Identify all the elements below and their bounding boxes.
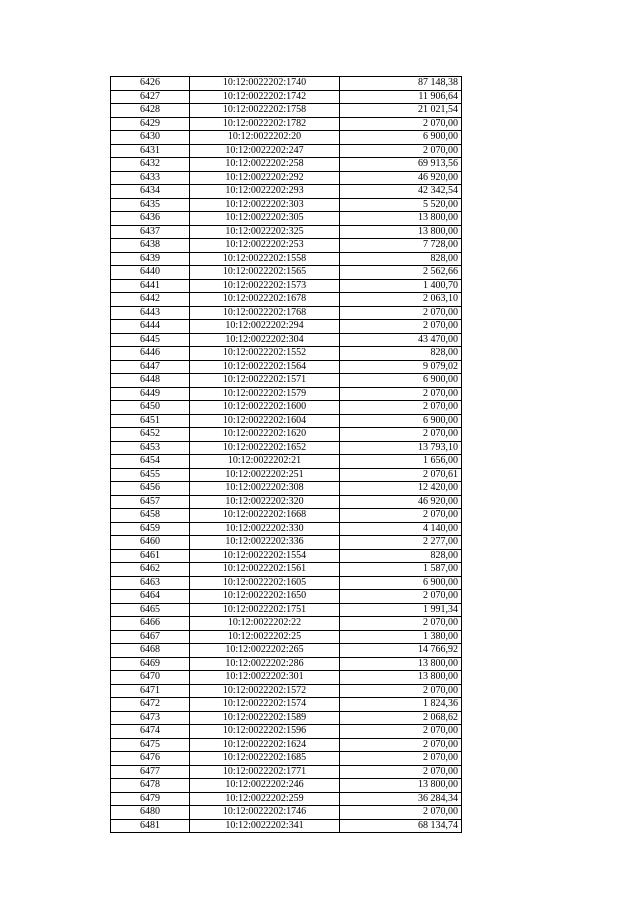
- cadastral-number-cell: 10:12:0022202:259: [190, 792, 340, 806]
- amount-cell: 2 063,10: [340, 293, 462, 307]
- table-row: [111, 320, 462, 334]
- cadastral-number-cell: 10:12:0022202:1579: [190, 387, 340, 401]
- amount-cell: 87 148,38: [340, 77, 462, 91]
- table-row: [111, 266, 462, 280]
- row-number-cell: 6475: [111, 738, 190, 752]
- cadastral-number-cell: 10:12:0022202:1571: [190, 374, 340, 388]
- amount-cell: 13 800,00: [340, 657, 462, 671]
- cadastral-number-cell: 10:12:0022202:1624: [190, 738, 340, 752]
- cadastral-number-cell: 10:12:0022202:22: [190, 617, 340, 631]
- amount-cell: 21 021,54: [340, 104, 462, 118]
- cadastral-number-cell: 10:12:0022202:1742: [190, 90, 340, 104]
- row-number-cell: 6441: [111, 279, 190, 293]
- table-row: [111, 131, 462, 145]
- row-number-cell: 6457: [111, 495, 190, 509]
- amount-cell: 2 070,00: [340, 428, 462, 442]
- cadastral-number-cell: 10:12:0022202:25: [190, 630, 340, 644]
- row-number-cell: 6440: [111, 266, 190, 280]
- table-row: [111, 279, 462, 293]
- cadastral-number-cell: 10:12:0022202:1600: [190, 401, 340, 415]
- row-number-cell: 6460: [111, 536, 190, 550]
- table-row: [111, 482, 462, 496]
- cadastral-number-cell: 10:12:0022202:1552: [190, 347, 340, 361]
- row-number-cell: 6437: [111, 225, 190, 239]
- amount-cell: 13 800,00: [340, 225, 462, 239]
- table-row: [111, 90, 462, 104]
- amount-cell: 7 728,00: [340, 239, 462, 253]
- amount-cell: 13 793,10: [340, 441, 462, 455]
- row-number-cell: 6453: [111, 441, 190, 455]
- amount-cell: 1 380,00: [340, 630, 462, 644]
- row-number-cell: 6478: [111, 779, 190, 793]
- table-row: [111, 414, 462, 428]
- row-number-cell: 6454: [111, 455, 190, 469]
- row-number-cell: 6434: [111, 185, 190, 199]
- row-number-cell: 6447: [111, 360, 190, 374]
- cadastral-number-cell: 10:12:0022202:21: [190, 455, 340, 469]
- table-row: [111, 401, 462, 415]
- row-number-cell: 6477: [111, 765, 190, 779]
- cadastral-number-cell: 10:12:0022202:1782: [190, 117, 340, 131]
- amount-cell: 6 900,00: [340, 374, 462, 388]
- table-row: [111, 779, 462, 793]
- cadastral-number-cell: 10:12:0022202:1589: [190, 711, 340, 725]
- table-row: [111, 347, 462, 361]
- table-row: [111, 104, 462, 118]
- cadastral-number-cell: 10:12:0022202:301: [190, 671, 340, 685]
- cadastral-number-cell: 10:12:0022202:1740: [190, 77, 340, 91]
- amount-cell: 2 070,00: [340, 144, 462, 158]
- row-number-cell: 6426: [111, 77, 190, 91]
- cadastral-number-cell: 10:12:0022202:1678: [190, 293, 340, 307]
- table-row: [111, 252, 462, 266]
- cadastral-number-cell: 10:12:0022202:293: [190, 185, 340, 199]
- table-row: [111, 171, 462, 185]
- cadastral-number-cell: 10:12:0022202:1758: [190, 104, 340, 118]
- amount-cell: 1 656,00: [340, 455, 462, 469]
- row-number-cell: 6451: [111, 414, 190, 428]
- row-number-cell: 6464: [111, 590, 190, 604]
- amount-cell: 828,00: [340, 347, 462, 361]
- table-row: [111, 428, 462, 442]
- amount-cell: 2 070,00: [340, 738, 462, 752]
- row-number-cell: 6470: [111, 671, 190, 685]
- cadastral-number-cell: 10:12:0022202:325: [190, 225, 340, 239]
- table-row: [111, 684, 462, 698]
- table-row: [111, 590, 462, 604]
- cadastral-number-cell: 10:12:0022202:341: [190, 819, 340, 833]
- table-row: [111, 441, 462, 455]
- amount-cell: 2 070,00: [340, 806, 462, 820]
- cadastral-number-cell: 10:12:0022202:292: [190, 171, 340, 185]
- row-number-cell: 6438: [111, 239, 190, 253]
- amount-cell: 2 562,66: [340, 266, 462, 280]
- table-row: [111, 752, 462, 766]
- table-row: [111, 239, 462, 253]
- row-number-cell: 6448: [111, 374, 190, 388]
- row-number-cell: 6462: [111, 563, 190, 577]
- table-row: [111, 630, 462, 644]
- table-row: [111, 225, 462, 239]
- amount-cell: 828,00: [340, 549, 462, 563]
- cadastral-number-cell: 10:12:0022202:305: [190, 212, 340, 226]
- amount-cell: 2 070,00: [340, 684, 462, 698]
- cadastral-number-cell: 10:12:0022202:1668: [190, 509, 340, 523]
- amount-cell: 2 068,62: [340, 711, 462, 725]
- amount-cell: 12 420,00: [340, 482, 462, 496]
- amount-cell: 43 470,00: [340, 333, 462, 347]
- amount-cell: 5 520,00: [340, 198, 462, 212]
- row-number-cell: 6430: [111, 131, 190, 145]
- row-number-cell: 6433: [111, 171, 190, 185]
- amount-cell: 2 070,00: [340, 401, 462, 415]
- table-row: [111, 455, 462, 469]
- amount-cell: 9 079,02: [340, 360, 462, 374]
- row-number-cell: 6443: [111, 306, 190, 320]
- row-number-cell: 6468: [111, 644, 190, 658]
- amount-cell: 2 070,00: [340, 725, 462, 739]
- table-row: [111, 792, 462, 806]
- row-number-cell: 6450: [111, 401, 190, 415]
- table-row: [111, 333, 462, 347]
- row-number-cell: 6432: [111, 158, 190, 172]
- cadastral-number-cell: 10:12:0022202:1652: [190, 441, 340, 455]
- cadastral-number-cell: 10:12:0022202:294: [190, 320, 340, 334]
- table-row: [111, 387, 462, 401]
- row-number-cell: 6442: [111, 293, 190, 307]
- amount-cell: 11 906,64: [340, 90, 462, 104]
- table-row: [111, 117, 462, 131]
- row-number-cell: 6452: [111, 428, 190, 442]
- cadastral-number-cell: 10:12:0022202:247: [190, 144, 340, 158]
- row-number-cell: 6446: [111, 347, 190, 361]
- cadastral-number-cell: 10:12:0022202:265: [190, 644, 340, 658]
- table-row: [111, 374, 462, 388]
- amount-cell: 2 070,00: [340, 117, 462, 131]
- table-row: [111, 617, 462, 631]
- cadastral-number-cell: 10:12:0022202:330: [190, 522, 340, 536]
- cadastral-number-cell: 10:12:0022202:1565: [190, 266, 340, 280]
- row-number-cell: 6449: [111, 387, 190, 401]
- row-number-cell: 6455: [111, 468, 190, 482]
- row-number-cell: 6467: [111, 630, 190, 644]
- table-row: [111, 644, 462, 658]
- cadastral-number-cell: 10:12:0022202:1554: [190, 549, 340, 563]
- document-page: [110, 76, 462, 833]
- row-number-cell: 6481: [111, 819, 190, 833]
- amount-cell: 2 070,00: [340, 590, 462, 604]
- table-row: [111, 657, 462, 671]
- table-row: [111, 495, 462, 509]
- cadastral-number-cell: 10:12:0022202:1574: [190, 698, 340, 712]
- amount-cell: 4 140,00: [340, 522, 462, 536]
- row-number-cell: 6469: [111, 657, 190, 671]
- table-row: [111, 603, 462, 617]
- amount-cell: 1 587,00: [340, 563, 462, 577]
- table-row: [111, 468, 462, 482]
- cadastral-number-cell: 10:12:0022202:1604: [190, 414, 340, 428]
- cadastral-number-cell: 10:12:0022202:1620: [190, 428, 340, 442]
- row-number-cell: 6479: [111, 792, 190, 806]
- table-row: [111, 765, 462, 779]
- row-number-cell: 6429: [111, 117, 190, 131]
- table-row: [111, 711, 462, 725]
- cadastral-number-cell: 10:12:0022202:1564: [190, 360, 340, 374]
- cadastral-number-cell: 10:12:0022202:1573: [190, 279, 340, 293]
- row-number-cell: 6459: [111, 522, 190, 536]
- amount-cell: 36 284,34: [340, 792, 462, 806]
- table-row: [111, 806, 462, 820]
- row-number-cell: 6472: [111, 698, 190, 712]
- table-row: [111, 536, 462, 550]
- table-row: [111, 576, 462, 590]
- row-number-cell: 6473: [111, 711, 190, 725]
- cadastral-number-cell: 10:12:0022202:253: [190, 239, 340, 253]
- table-row: [111, 198, 462, 212]
- row-number-cell: 6445: [111, 333, 190, 347]
- amount-cell: 1 824,36: [340, 698, 462, 712]
- table-row: [111, 144, 462, 158]
- row-number-cell: 6461: [111, 549, 190, 563]
- amount-cell: 69 913,56: [340, 158, 462, 172]
- cadastral-table: [110, 76, 462, 833]
- table-row: [111, 671, 462, 685]
- table-row: [111, 522, 462, 536]
- row-number-cell: 6465: [111, 603, 190, 617]
- amount-cell: 14 766,92: [340, 644, 462, 658]
- table-row: [111, 158, 462, 172]
- row-number-cell: 6466: [111, 617, 190, 631]
- amount-cell: 68 134,74: [340, 819, 462, 833]
- row-number-cell: 6456: [111, 482, 190, 496]
- row-number-cell: 6436: [111, 212, 190, 226]
- amount-cell: 2 070,00: [340, 752, 462, 766]
- amount-cell: 46 920,00: [340, 171, 462, 185]
- amount-cell: 2 277,00: [340, 536, 462, 550]
- cadastral-number-cell: 10:12:0022202:1572: [190, 684, 340, 698]
- row-number-cell: 6463: [111, 576, 190, 590]
- row-number-cell: 6428: [111, 104, 190, 118]
- cadastral-number-cell: 10:12:0022202:1605: [190, 576, 340, 590]
- table-row: [111, 509, 462, 523]
- cadastral-number-cell: 10:12:0022202:20: [190, 131, 340, 145]
- cadastral-number-cell: 10:12:0022202:258: [190, 158, 340, 172]
- table-row: [111, 293, 462, 307]
- amount-cell: 6 900,00: [340, 576, 462, 590]
- cadastral-number-cell: 10:12:0022202:320: [190, 495, 340, 509]
- row-number-cell: 6480: [111, 806, 190, 820]
- row-number-cell: 6431: [111, 144, 190, 158]
- table-row: [111, 212, 462, 226]
- cadastral-number-cell: 10:12:0022202:304: [190, 333, 340, 347]
- amount-cell: 6 900,00: [340, 131, 462, 145]
- amount-cell: 6 900,00: [340, 414, 462, 428]
- amount-cell: 2 070,00: [340, 320, 462, 334]
- amount-cell: 46 920,00: [340, 495, 462, 509]
- table-row: [111, 77, 462, 91]
- cadastral-number-cell: 10:12:0022202:1558: [190, 252, 340, 266]
- table-row: [111, 819, 462, 833]
- row-number-cell: 6471: [111, 684, 190, 698]
- amount-cell: 1 400,70: [340, 279, 462, 293]
- cadastral-number-cell: 10:12:0022202:1746: [190, 806, 340, 820]
- table-row: [111, 360, 462, 374]
- amount-cell: 2 070,00: [340, 765, 462, 779]
- cadastral-number-cell: 10:12:0022202:1751: [190, 603, 340, 617]
- cadastral-number-cell: 10:12:0022202:1771: [190, 765, 340, 779]
- amount-cell: 2 070,61: [340, 468, 462, 482]
- cadastral-number-cell: 10:12:0022202:303: [190, 198, 340, 212]
- cadastral-number-cell: 10:12:0022202:1596: [190, 725, 340, 739]
- row-number-cell: 6458: [111, 509, 190, 523]
- table-row: [111, 306, 462, 320]
- amount-cell: 42 342,54: [340, 185, 462, 199]
- table-row: [111, 698, 462, 712]
- amount-cell: 1 991,34: [340, 603, 462, 617]
- cadastral-number-cell: 10:12:0022202:336: [190, 536, 340, 550]
- cadastral-number-cell: 10:12:0022202:308: [190, 482, 340, 496]
- table-row: [111, 563, 462, 577]
- cadastral-number-cell: 10:12:0022202:246: [190, 779, 340, 793]
- amount-cell: 828,00: [340, 252, 462, 266]
- amount-cell: 2 070,00: [340, 617, 462, 631]
- table-row: [111, 185, 462, 199]
- table-row: [111, 738, 462, 752]
- amount-cell: 2 070,00: [340, 306, 462, 320]
- cadastral-number-cell: 10:12:0022202:1685: [190, 752, 340, 766]
- row-number-cell: 6476: [111, 752, 190, 766]
- cadastral-number-cell: 10:12:0022202:286: [190, 657, 340, 671]
- cadastral-number-cell: 10:12:0022202:1768: [190, 306, 340, 320]
- row-number-cell: 6439: [111, 252, 190, 266]
- cadastral-number-cell: 10:12:0022202:1650: [190, 590, 340, 604]
- row-number-cell: 6427: [111, 90, 190, 104]
- table-row: [111, 725, 462, 739]
- cadastral-number-cell: 10:12:0022202:1561: [190, 563, 340, 577]
- row-number-cell: 6444: [111, 320, 190, 334]
- row-number-cell: 6435: [111, 198, 190, 212]
- cadastral-number-cell: 10:12:0022202:251: [190, 468, 340, 482]
- amount-cell: 2 070,00: [340, 387, 462, 401]
- amount-cell: 13 800,00: [340, 212, 462, 226]
- table-row: [111, 549, 462, 563]
- amount-cell: 13 800,00: [340, 779, 462, 793]
- amount-cell: 13 800,00: [340, 671, 462, 685]
- table-body: [111, 77, 462, 833]
- amount-cell: 2 070,00: [340, 509, 462, 523]
- row-number-cell: 6474: [111, 725, 190, 739]
